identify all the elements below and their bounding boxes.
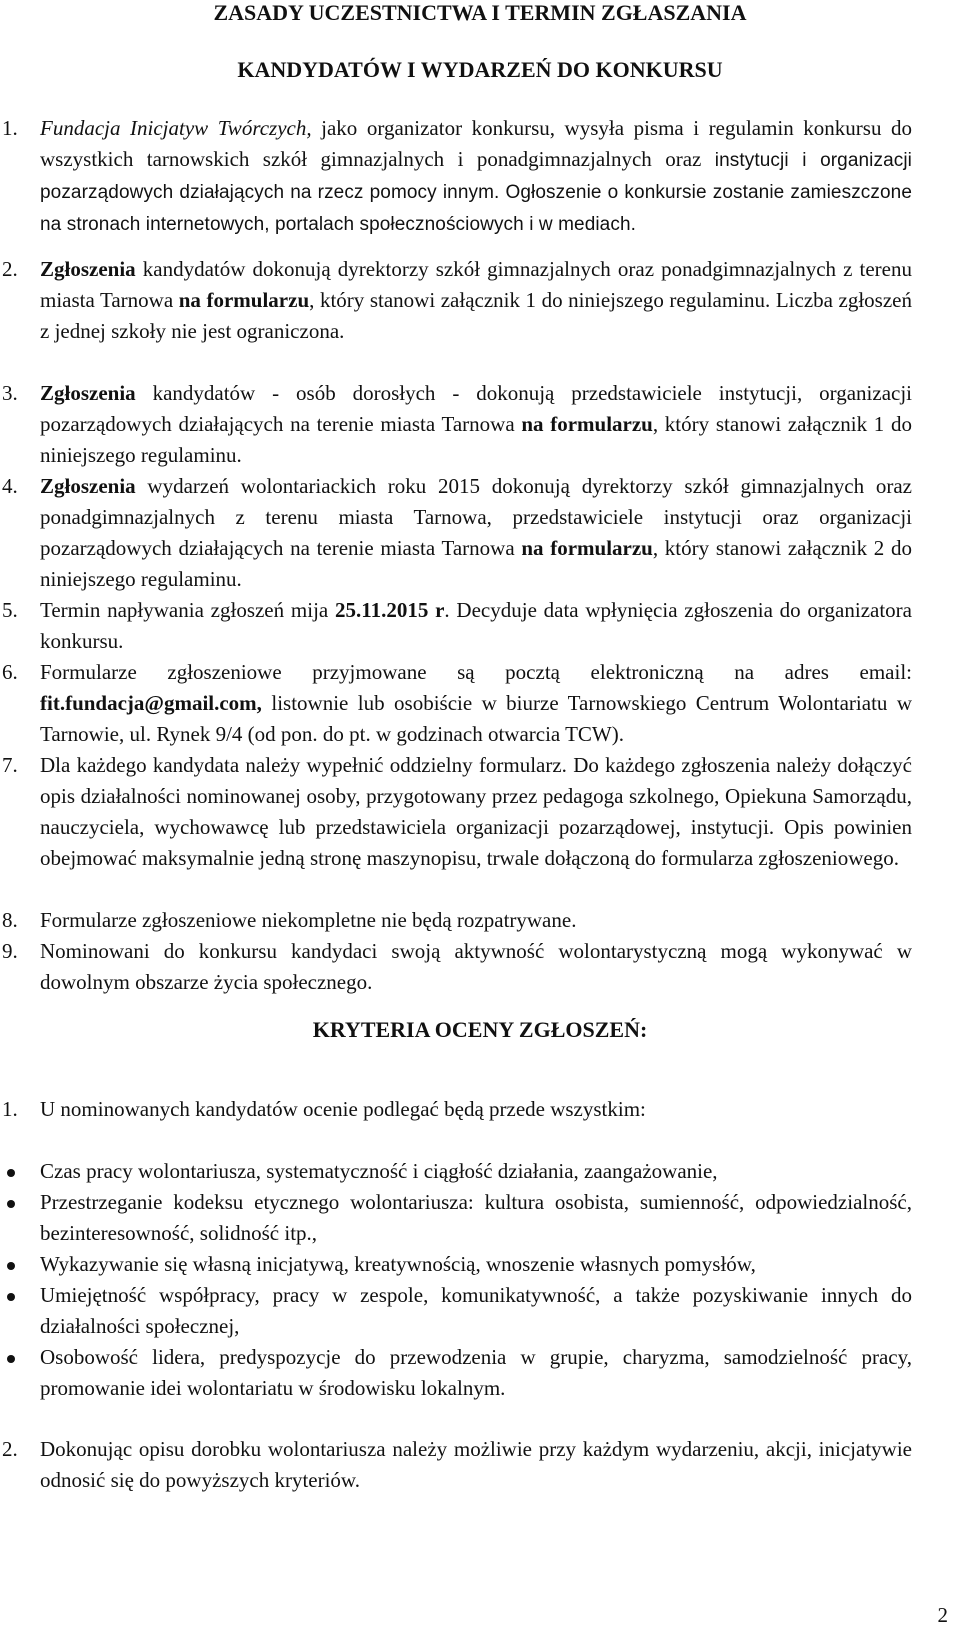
- rule-text: Termin napływania zgłoszeń mija: [40, 598, 335, 622]
- criteria-number: 2.: [2, 1437, 18, 1461]
- criteria-number: 1.: [2, 1097, 18, 1121]
- deadline-date: 25.11.2015 r: [334, 598, 445, 622]
- rule-text: jako organizator konkursu, wysyła pisma i regulamin konkursu do wszystkich tarnowskich szkół gimnazjalnych i ponadgimnazjalnych oraz: [40, 116, 912, 171]
- page-number: 2: [937, 1603, 948, 1627]
- rule-keyword: Zgłoszenia: [40, 381, 136, 405]
- rule-item-7: [2, 750, 912, 874]
- document-title-line-2: KANDYDATÓW I WYDARZEŃ DO KONKURSU: [237, 57, 723, 82]
- rule-text-end: , który stanowi załącznik 1 do niniejszego regulaminu.: [40, 412, 912, 467]
- rule-form-keyword: na formularzu: [521, 536, 653, 560]
- rule-text-end: , który stanowi załącznik 2 do niniejszego regulaminu.: [40, 536, 912, 591]
- rule-keyword: Zgłoszenia: [40, 474, 136, 498]
- criteria-bullet-5: [40, 1342, 912, 1404]
- bullet-icon: [7, 1200, 15, 1208]
- document-title-line-1: ZASADY UCZESTNICTWA I TERMIN ZGŁASZANIA: [213, 0, 747, 25]
- bullet-text: Osobowość lidera, predyspozycje do przewodzenia w grupie, charyzma, samodzielność pracy, promowanie idei wolontariatu w środowisku lokalnym.: [40, 1345, 912, 1400]
- rule-text: kandydatów - osób dorosłych - dokonują przedstawiciele instytucji, organizacji pozarządowych działających na terenie miasta Tarnowa: [40, 381, 912, 436]
- bullet-icon: [7, 1293, 15, 1301]
- rule-text: Formularze zgłoszeniowe niekompletne nie będą rozpatrywane.: [40, 908, 577, 932]
- contact-email: fit.fundacja@gmail.com,: [40, 691, 262, 715]
- rule-item-1: [2, 113, 913, 240]
- rule-item-4: [2, 471, 912, 595]
- rule-text: Formularze zgłoszeniowe przyjmowane są pocztą elektroniczną na adres email:: [40, 660, 912, 684]
- rule-number: 6.: [2, 660, 18, 684]
- bullet-text: Czas pracy wolontariusza, systematyczność i ciągłość działania, zaangażowanie,: [40, 1159, 718, 1183]
- criteria-bullet-2: [40, 1187, 912, 1249]
- criteria-text: Dokonując opisu dorobku wolontariusza należy możliwie przy każdym wydarzeniu, akcji, inicjatywie odnosić się do powyższych kryteriów.: [40, 1437, 912, 1492]
- criteria-text: U nominowanych kandydatów ocenie podlegać będą przede wszystkim:: [40, 1097, 646, 1121]
- bullet-text: Wykazywanie się własną inicjatywą, kreatywnością, wnoszenie własnych pomysłów,: [40, 1252, 756, 1276]
- rule-number: 1.: [2, 116, 18, 140]
- bullet-icon: [7, 1262, 15, 1270]
- criteria-bullet-3: [40, 1249, 912, 1280]
- rule-item-5: [2, 595, 912, 657]
- bullet-icon: [7, 1169, 15, 1177]
- rule-text-end: listownie lub osobiście w biurze Tarnowskiego Centrum Wolontariatu w Tarnowie, ul. Rynek 9/4 (od pon. do pt. w godzinach otwarcia TCW).: [40, 691, 912, 746]
- rule-item-3: [2, 378, 912, 471]
- rule-number: 8.: [2, 908, 18, 932]
- bullet-text: Przestrzeganie kodeksu etycznego wolontariusza: kultura osobista, sumienność, odpowiedzialność, bezinteresowność, solidność itp.,: [40, 1190, 912, 1245]
- rule-form-keyword: na formularzu: [178, 288, 310, 312]
- rule-keyword: Zgłoszenia: [40, 257, 136, 281]
- bullet-icon: [7, 1355, 15, 1363]
- criteria-item-1: [2, 1094, 912, 1125]
- rule-text: Nominowani do konkursu kandydaci swoją aktywność wolontarystyczną mogą wykonywać w dowolnym obszarze życia społecznego.: [40, 939, 912, 994]
- rule-item-6: [2, 657, 912, 750]
- organizer-name: Fundacja Inicjatyw Twórczych,: [40, 116, 312, 140]
- rule-number: 5.: [2, 598, 18, 622]
- rule-number: 2.: [2, 257, 18, 281]
- rule-item-8: [2, 905, 912, 936]
- rule-number: 7.: [2, 753, 18, 777]
- rule-text: wydarzeń wolontariackich roku 2015 dokonują dyrektorzy szkół gimnazjalnych oraz ponadgimnazjalnych z terenu miasta Tarnowa, przedstawiciele instytucji oraz organizacji pozarządowych działających na terenie miasta Tarnowa: [40, 474, 912, 560]
- rule-form-keyword: na formularzu: [521, 412, 653, 436]
- rule-number: 9.: [2, 939, 18, 963]
- criteria-heading: KRYTERIA OCENY ZGŁOSZEŃ:: [312, 1017, 648, 1042]
- criteria-bullet-1: [40, 1156, 912, 1187]
- rule-text: Dla każdego kandydata należy wypełnić oddzielny formularz. Do każdego zgłoszenia należy dołączyć opis działalności nominowanej osoby, przygotowany przez pedagoga szkolnego, Opiekuna Samorządu, nauczyciela, wychowawcę lub przedstawiciela organizacji pozarządowej, instytucji. Opis powinien obejmować maksymalnie jedną stronę maszynopisu, trwale dołączoną do formularza zgłoszeniowego.: [40, 753, 912, 870]
- rule-number: 3.: [2, 381, 18, 405]
- rule-text-end: . Decyduje data wpłynięcia zgłoszenia do organizatora konkursu.: [40, 598, 912, 653]
- criteria-item-2: [2, 1434, 912, 1496]
- rule-item-2: [2, 254, 912, 347]
- rule-item-9: [2, 936, 912, 998]
- rule-text-continued: instytucji i organizacji pozarządowych działających na rzecz pomocy innym. Ogłoszenie o konkursie zostanie zamieszczone na stronach internetowych, portalach społecznościowych i w mediach.: [40, 150, 913, 235]
- criteria-bullet-4: [40, 1280, 912, 1342]
- rule-text-end: , który stanowi załącznik 1 do niniejszego regulaminu. Liczba zgłoszeń z jednej szkoły nie jest ograniczona.: [40, 288, 912, 343]
- bullet-text: Umiejętność współpracy, pracy w zespole, komunikatywność, a także pozyskiwanie innych do działalności społecznej,: [40, 1283, 912, 1338]
- rule-text: kandydatów dokonują dyrektorzy szkół gimnazjalnych oraz ponadgimnazjalnych z terenu miasta Tarnowa: [40, 257, 912, 312]
- rule-number: 4.: [2, 474, 18, 498]
